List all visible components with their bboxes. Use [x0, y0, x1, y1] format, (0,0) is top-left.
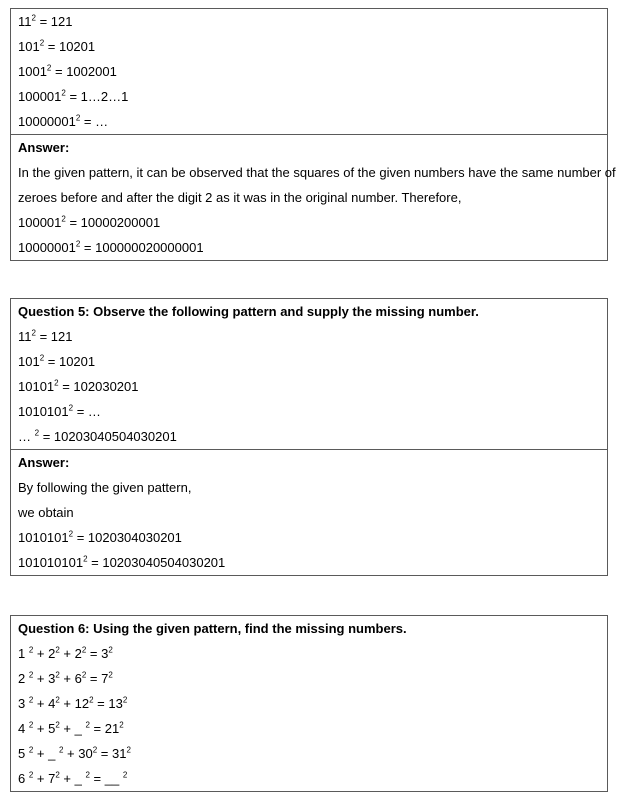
pattern-line: 3 $^2 + 4^2 + 12^2 = 13^2$ [18, 695, 128, 711]
pattern-line: $1001^2 = 1002001$ [18, 63, 117, 79]
answer-text: By following the given pattern, [18, 480, 192, 495]
pattern-line: … $^2$ = 10203040504030201 [18, 428, 177, 444]
answer-text: zeroes before and after the digit 2 as it was in the original number. Therefore, [18, 190, 462, 205]
answer-text: In the given pattern, it can be observed that the squares of the given numbers have the same number of [18, 165, 616, 180]
pattern-line: $101^2 = 10201$ [18, 38, 96, 54]
answer-result: $100001^2 = 10000200001$ [18, 214, 161, 230]
pattern-line: 2 $^2 + 3^2 + 6^2 = 7^2$ [18, 670, 113, 686]
answer-result: $1010101^2 = 1020304030201$ [18, 529, 182, 545]
question4-pattern-section [11, 9, 607, 134]
pattern-line: $1010101^2$ = … [18, 403, 101, 419]
pattern-line: $10101^2 = 102030201$ [18, 378, 139, 394]
question4-answer-section [11, 134, 616, 260]
pattern-line: $101^2 = 10201$ [18, 353, 96, 369]
question4-continuation-box [10, 8, 616, 261]
pattern-line: 6 $^2 + 7^2$ + _ $^2$ = __ $^2$ [18, 770, 128, 786]
question5-section [11, 299, 607, 449]
pattern-line: 5 $^2$ + _ $^2 + 30^2 = 31^2$ [18, 745, 131, 761]
question6-box [10, 615, 608, 792]
pattern-line: $100001^2$ = 1…2…1 [18, 88, 129, 104]
pattern-line: $10000001^2$ = … [18, 113, 109, 129]
pattern-line: $11^2 = 121$ [18, 13, 73, 29]
question5-box [10, 298, 608, 576]
answer-label: Answer: [18, 140, 70, 155]
answer-result: $10000001^2 = 100000020000001$ [18, 239, 204, 255]
pattern-line: 1 $^2 + 2^2 + 2^2 = 3^2$ [18, 645, 113, 661]
answer-result: $101010101^2 = 10203040504030201$ [18, 554, 226, 570]
answer-text: we obtain [18, 505, 74, 520]
pattern-line: 4 $^2 + 5^2$ + _ $^2 = 21^2$ [18, 720, 124, 736]
question5-answer-section [11, 449, 607, 575]
question-title: Question 5: Observe the following pattern and supply the missing number. [18, 304, 479, 319]
pattern-line: $11^2 = 121$ [18, 328, 73, 344]
question-title: Question 6: Using the given pattern, find the missing numbers. [18, 621, 407, 636]
answer-label: Answer: [18, 455, 70, 470]
